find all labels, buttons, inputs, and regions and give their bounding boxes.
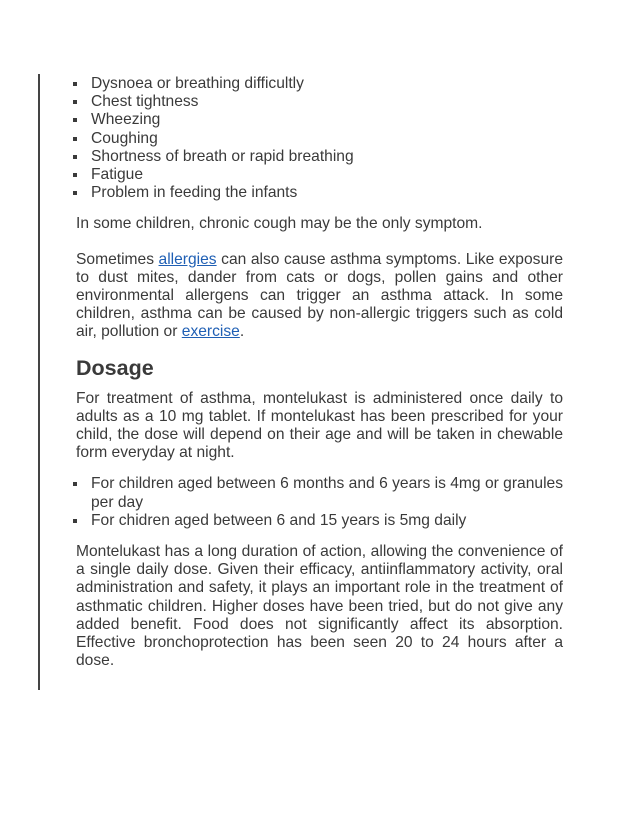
list-item — [76, 130, 563, 148]
dosage-heading: Dosage — [76, 355, 154, 380]
square-bullet-icon — [73, 191, 77, 195]
dosage-list — [76, 475, 563, 530]
list-item-text: Chest tightness — [91, 93, 199, 111]
list-item — [76, 184, 563, 202]
list-item-text: Wheezing — [91, 111, 161, 129]
list-item — [76, 512, 563, 530]
list-item-text: Shortness of breath or rapid breathing — [91, 147, 354, 165]
list-item — [76, 75, 563, 93]
paragraph-text: can also cause asthma symptoms. Like exposure to dust mites, dander from cats or dogs, pollen gains and other environmental allergens can trigger an asthma attack. In some children, asthma can be caused by non-allergic triggers such as cold air, pollution or — [76, 250, 563, 341]
paragraph-text: . — [239, 323, 245, 341]
list-item-text: Problem in feeding the infants — [91, 184, 298, 202]
list-item — [76, 148, 563, 166]
document-content — [76, 75, 563, 670]
square-bullet-icon — [73, 118, 77, 122]
list-item-text: Coughing — [91, 129, 158, 147]
square-bullet-icon — [73, 519, 77, 523]
duration-paragraph: Montelukast has a long duration of action, allowing the convenience of a single daily dose. Given their efficacy, antiinflammatory activity, oral administration and safety, it plays an important role in the treatment of asthmatic children. Higher doses have been tried, but do not give any added benefit. Food does not significantly affect its absorption. Effective bronchoprotection has been seen 20 to 24 hours after a dose. — [76, 543, 563, 670]
allergies-link[interactable]: allergies — [158, 250, 217, 268]
paragraph-text: Sometimes — [76, 250, 159, 268]
dosage-intro-paragraph: For treatment of asthma, montelukast is administered once daily to adults as a 10 mg tablet. If montelukast has been prescribed for your child, the dose will depend on their age and will be taken in chewable form everyday at night. — [76, 389, 563, 462]
square-bullet-icon — [73, 482, 77, 486]
list-item-text: Fatigue — [91, 166, 144, 184]
list-item — [76, 475, 563, 511]
symptom-list — [76, 75, 563, 202]
chronic-cough-paragraph: In some children, chronic cough may be the only symptom. — [76, 215, 483, 233]
list-item-text: For children aged between 6 months and 6 years is 4mg or granules per day — [91, 475, 563, 511]
square-bullet-icon — [73, 137, 77, 141]
list-item — [76, 166, 563, 184]
list-item — [76, 111, 563, 129]
list-item-text: For chidren aged between 6 and 15 years is 5mg daily — [91, 511, 467, 529]
list-item-text: Dysnoea or breathing difficultly — [91, 75, 304, 92]
allergies-paragraph — [76, 251, 563, 342]
list-item — [76, 93, 563, 111]
square-bullet-icon — [73, 173, 77, 177]
exercise-link[interactable]: exercise — [181, 323, 240, 341]
square-bullet-icon — [73, 82, 77, 86]
square-bullet-icon — [73, 100, 77, 104]
left-margin-rule — [38, 74, 40, 690]
square-bullet-icon — [73, 155, 77, 159]
